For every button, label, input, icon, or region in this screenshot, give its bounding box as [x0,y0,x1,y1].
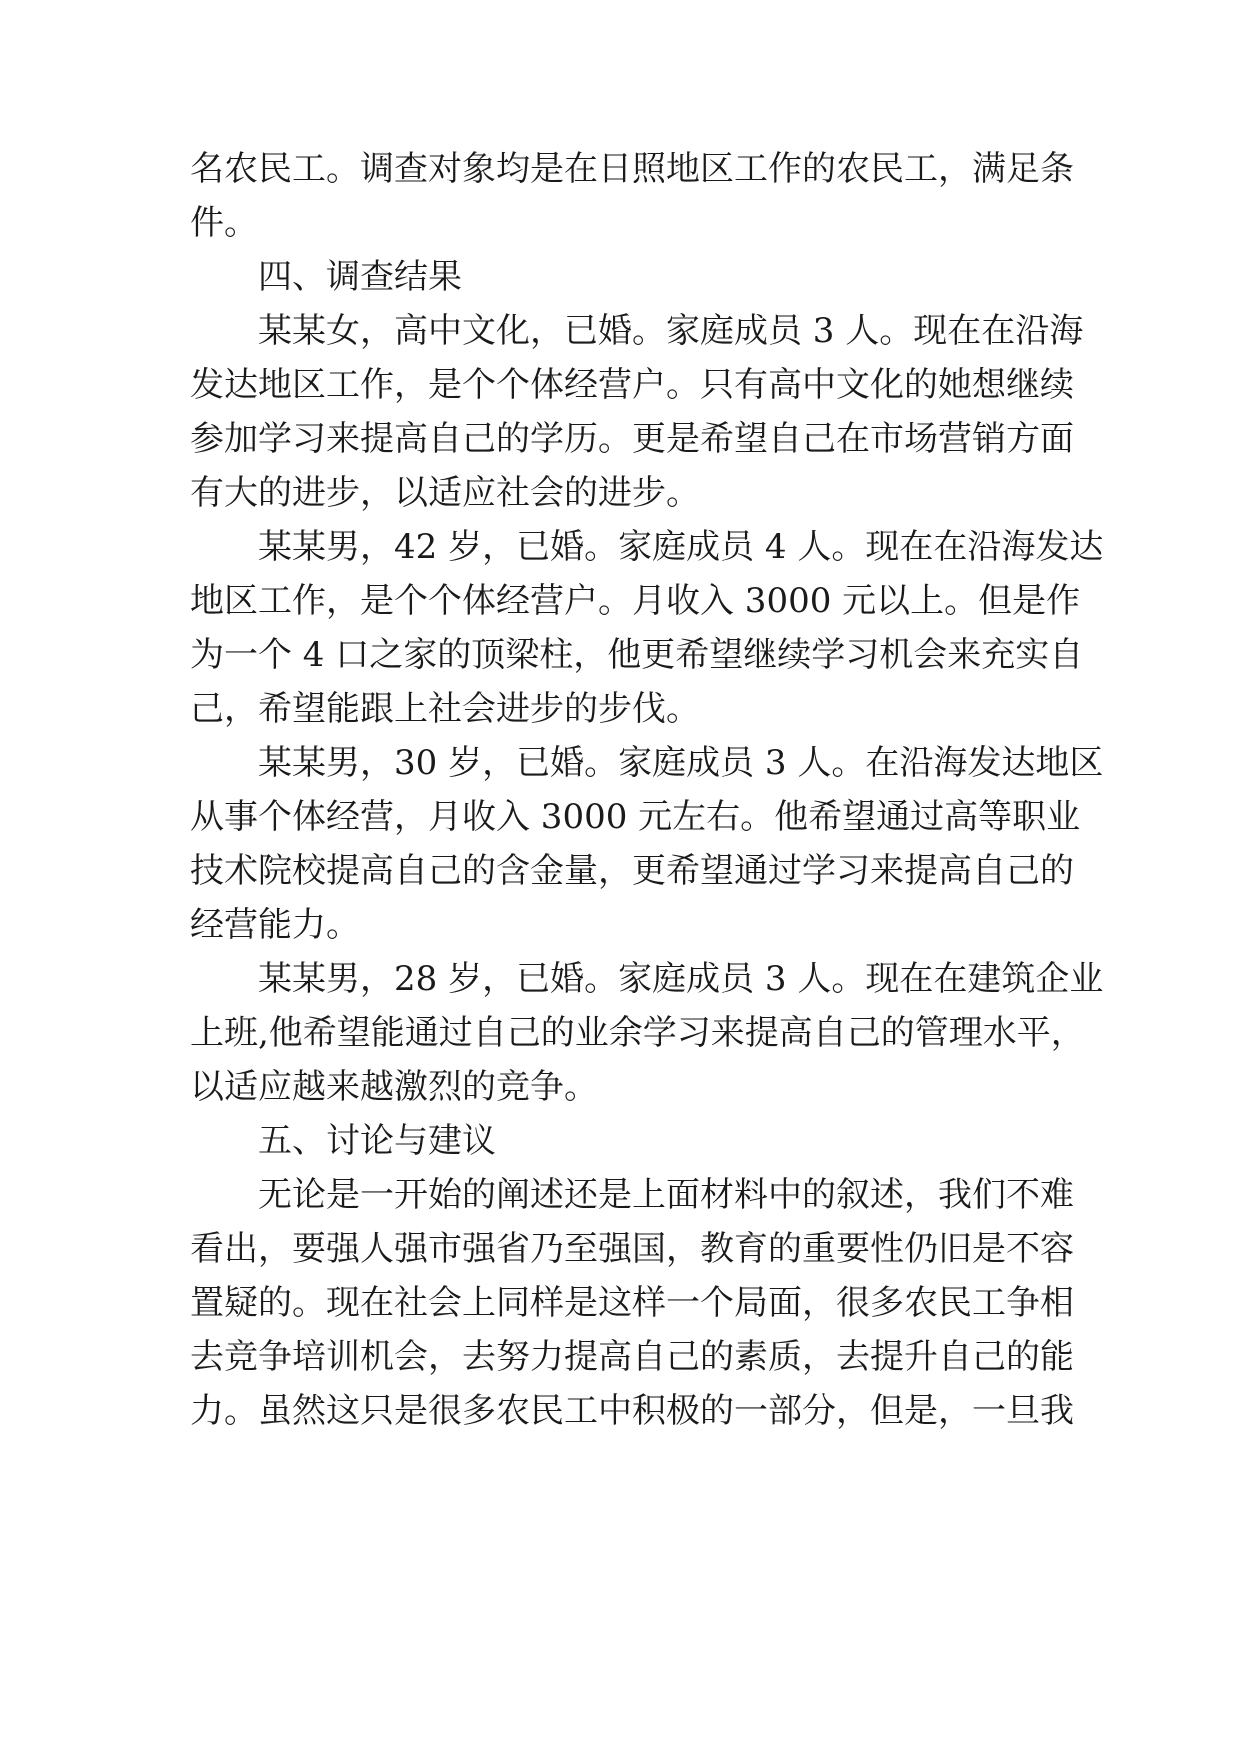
text-line: 有大的进步，以适应社会的进步。 [190,473,700,513]
text-line: 力。虽然这只是很多农民工中积极的一部分，但是，一旦我 [190,1391,1074,1431]
section-heading: 四、调查结果 [258,257,462,297]
paragraph-first-line: 某某男，30 岁，已婚。家庭成员 3 人。在沿海发达地区 [258,743,1104,783]
text-line: 上班,他希望能通过自己的业余学习来提高自己的管理水平， [190,1013,1085,1053]
text-line: 从事个体经营，月收入 3000 元左右。他希望通过高等职业 [190,797,1081,837]
text-line: 置疑的。现在社会上同样是这样一个局面，很多农民工争相 [190,1283,1074,1323]
text-line: 己，希望能跟上社会进步的步伐。 [190,689,700,729]
text-line: 发达地区工作，是个个体经营户。只有高中文化的她想继续 [190,365,1074,405]
text-line: 件。 [190,203,258,243]
text-line: 名农民工。调查对象均是在日照地区工作的农民工，满足条 [190,149,1074,189]
paragraph-first-line: 无论是一开始的阐述还是上面材料中的叙述，我们不难 [258,1175,1074,1215]
paragraph-first-line: 某某男，42 岁，已婚。家庭成员 4 人。现在在沿海发达 [258,527,1104,567]
paragraph-first-line: 某某男，28 岁，已婚。家庭成员 3 人。现在在建筑企业 [258,959,1104,999]
text-line: 看出，要强人强市强省乃至强国，教育的重要性仍旧是不容 [190,1229,1074,1269]
text-line: 去竞争培训机会，去努力提高自己的素质，去提升自己的能 [190,1337,1074,1377]
section-heading: 五、讨论与建议 [258,1121,496,1161]
text-line: 参加学习来提高自己的学历。更是希望自己在市场营销方面 [190,419,1074,459]
text-line: 技术院校提高自己的含金量，更希望通过学习来提高自己的 [190,851,1074,891]
text-line: 经营能力。 [190,905,360,945]
text-line: 为一个 4 口之家的顶梁柱，他更希望继续学习机会来充实自 [190,635,1084,675]
text-line: 地区工作，是个个体经营户。月收入 3000 元以上。但是作 [190,581,1081,621]
paragraph-first-line: 某某女，高中文化，已婚。家庭成员 3 人。现在在沿海 [258,311,1084,351]
text-line: 以适应越来越激烈的竞争。 [190,1067,598,1107]
